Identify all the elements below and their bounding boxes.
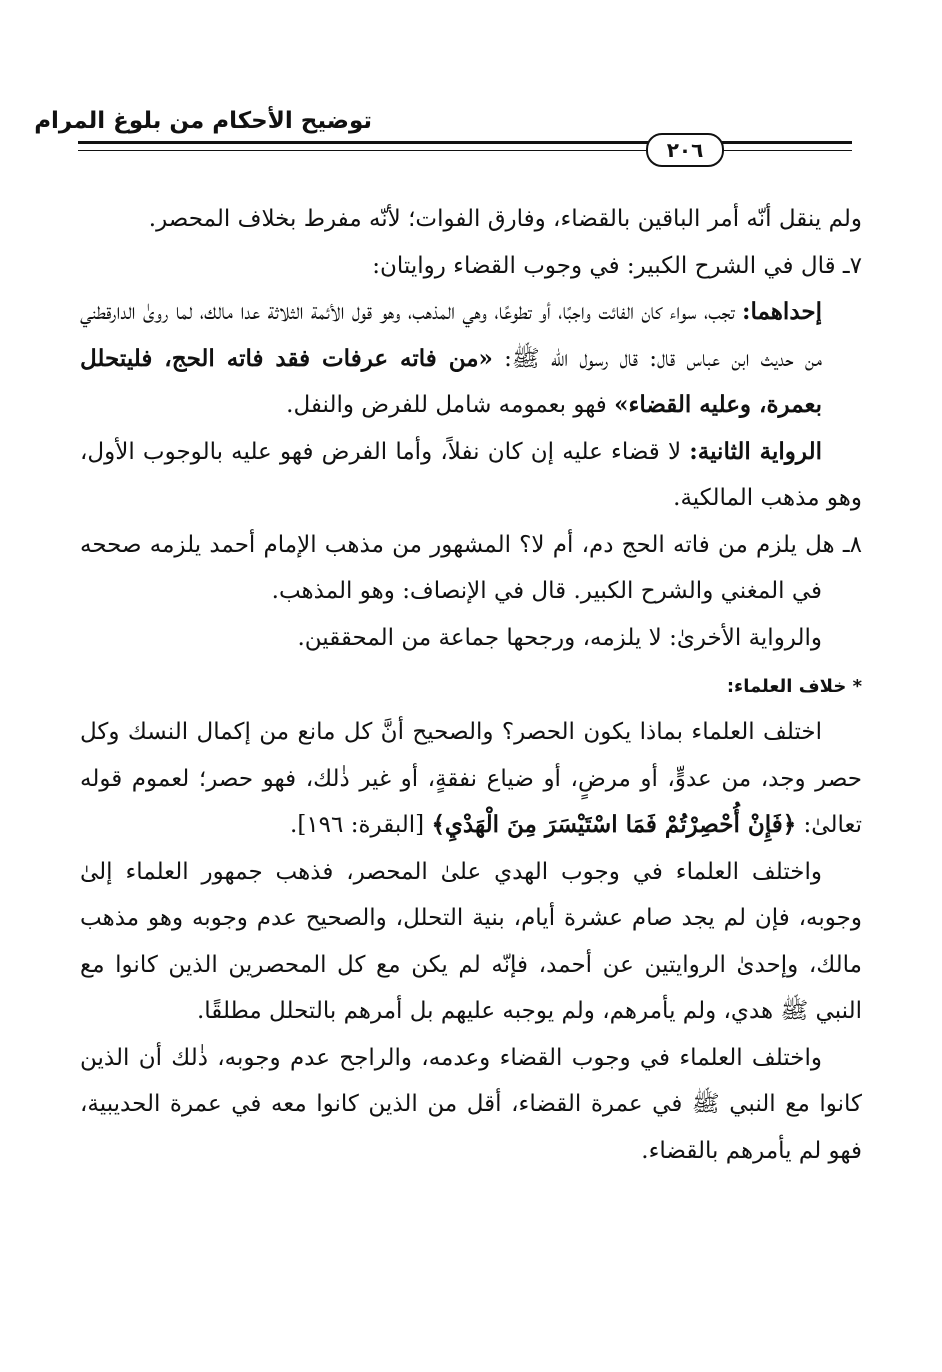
section-heading: [80, 667, 862, 707]
quran-reference: [البقرة: ١٩٦].: [290, 812, 432, 838]
item-8-other-narration: والرواية الأخرىٰ: لا يلزمه، ورجحها جماعة من المحققين.: [297, 624, 822, 651]
header-rule-left-thick: [78, 141, 648, 144]
item-7-lead: ٧ـ قال في الشرح الكبير: في وجوب القضاء روايتان:: [372, 252, 862, 279]
scholars-paragraph-3: واختلف العلماء في وجوب القضاء وعدمه، والراجح عدم وجوبه، ذٰلك أن الذين كانوا مع النبي ﷺ في عمرة القضاء، أقل من الذين كانوا معه في عمرة الحديبية، فهو لم يأمرهم بالقضاء.: [80, 1044, 862, 1164]
header-rule-right-thin: [720, 150, 852, 151]
running-header-title: توضيح الأحكام من بلوغ المرام: [34, 108, 372, 134]
section-star-icon: *: [852, 676, 862, 697]
scholars-paragraph-1: [80, 709, 862, 849]
scholars-paragraph-1-text: اختلف العلماء بماذا يكون الحصر؟ والصحيح أنَّ كل مانع من إكمال النسك وكل حصر وجد، من عدوٍّ، أو مرضٍ، أو ضياع نفقةٍ، أو غير ذٰلك، فهو حصر؛ لعموم قوله تعالىٰ:: [80, 719, 862, 838]
scholars-paragraph-2: واختلف العلماء في وجوب الهدي علىٰ المحصر، فذهب جمهور العلماء إلىٰ وجوبه، فإن لم يجد صام عشرة أيام، بنية التحلل، والصحيح عدم وجوبه وهو مذهب مالك، وإحدىٰ الروايتين عن أحمد، فإنّه لم يكن مع كل المحصرين الذين كانوا مع النبي ﷺ هدي، ولم يأمرهم، ولم يوجبه عليهم بل أمرهم بالتحلل مطلقًا.: [80, 858, 863, 1024]
page-body: [80, 196, 862, 1174]
item-7-second-narration: [80, 429, 862, 522]
second-narration-text: لا قضاء عليه إن كان نفلاً، وأما الفرض فهو عليه بالوجوب الأول، وهو مذهب المالكية.: [80, 438, 862, 511]
item-8-lead: ٨ـ هل يلزم من فاته الحج دم، أم لا؟ المشهور من مذهب الإمام أحمد يلزمه صححه في المغني والشرح الكبير. قال في الإنصاف: وهو المذهب.: [80, 531, 862, 604]
paragraph-intro: ولم ينقل أنّه أمر الباقين بالقضاء، وفارق الفوات؛ لأنّه مفرط بخلاف المحصر.: [148, 206, 862, 232]
header-rule-right-thick: [720, 141, 852, 144]
section-heading-text: خلاف العلماء:: [726, 676, 847, 697]
page-number: ٢٠٦: [646, 133, 724, 167]
quran-verse: ﴿فَإِنْ أُحْصِرْتُمْ فَمَا اسْتَيْسَرَ مِنَ الْهَدْيِ﴾: [431, 811, 797, 838]
item-7-first-narration: [80, 289, 862, 429]
hadith-quote: «من فاته عرفات فقد فاته الحج، فليتحلل بعمرة، وعليه القضاء»: [80, 344, 822, 418]
first-narration-text: تجب، سواء كان الفائت واجبًا، أو تطوعًا، وهي المذهب، وهو قول الأئمة الثلاثة عدا مالك، لما روىٰ الدارقطني من حديث ابن عباس قال: قال رسول الله ﷺ:: [80, 299, 823, 372]
second-narration-label: الرواية الثانية:: [689, 437, 822, 465]
first-narration-label: إحداهما:: [742, 298, 822, 325]
header-rule-left-thin: [78, 150, 648, 151]
first-narration-conclusion: فهو بعمومه شامل للفرض والنفل.: [286, 392, 615, 418]
